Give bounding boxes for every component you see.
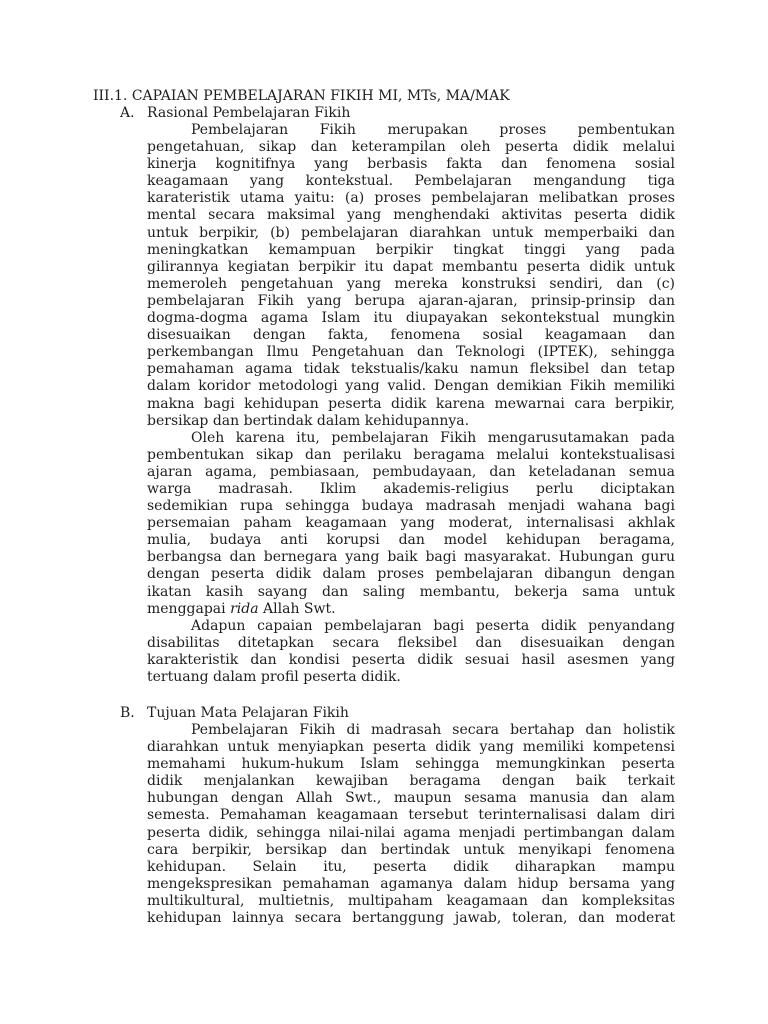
section-b-line: peserta didik, sehingga nilai-nilai agama menjadi pertimbangan dalam xyxy=(147,824,675,841)
section-a-line: pembelajaran Fikih yang berupa ajaran-ajaran, prinsip-prinsip dan xyxy=(147,292,675,309)
section-b-line: multikultural, multietnis, multipaham keagamaan dan kompleksitas xyxy=(147,892,675,909)
section-a-line: pemahaman agama tidak tekstualis/kaku namun fleksibel dan tetap xyxy=(147,361,675,378)
section-a-line: keagamaan yang kontekstual. Pembelajaran mengandung tiga xyxy=(147,173,675,190)
section-b-line: Pembelajaran Fikih di madrasah secara bertahap dan holistik xyxy=(191,722,675,738)
section-a-line: ajaran agama, pembiasaan, pembudayaan, dan keteladanan semua xyxy=(147,463,675,480)
section-a-heading xyxy=(120,105,350,122)
line-suffix: Allah Swt. xyxy=(263,600,336,617)
section-b-line: mengekspresikan pemahaman agamanya dalam hidup bersama yang xyxy=(147,875,675,892)
section-a-line: kinerja kognitifnya yang berbasis fakta dan fenomena sosial xyxy=(147,156,675,173)
italic-term: rida xyxy=(230,600,259,617)
section-b-line: kehidupan. Selain itu, peserta didik diharapkan mampu xyxy=(147,858,675,875)
section-a-line: disesuaikan dengan fakta, fenomena sosial keagamaan dan xyxy=(147,327,675,344)
section-b-line: hubungan dengan Allah Swt., maupun sesama manusia dan alam xyxy=(147,790,675,807)
section-b-line: cara berpikir, bersikap dan bertindak untuk menyikapi fenomena xyxy=(147,841,675,858)
section-a-line xyxy=(147,601,675,618)
section-a-line: warga madrasah. Iklim akademis-religius perlu diciptakan xyxy=(147,480,675,497)
section-a-line: karateristik utama yaitu: (a) proses pembelajaran melibatkan proses xyxy=(147,190,675,207)
section-a-line: bersikap dan bertindak dalam kehidupannya. xyxy=(147,412,470,429)
section-a-line: dalam koridor metodologi yang valid. Dengan demikian Fikih memiliki xyxy=(147,378,675,395)
section-a-line: makna bagi kehidupan peserta didik karena mewarnai cara berpikir, xyxy=(147,395,675,412)
section-b-line: kehidupan lainnya secara bertanggung jawab, toleran, dan moderat xyxy=(147,910,675,927)
section-a-line: dogma-dogma agama Islam itu diupayakan sekontekstual mungkin xyxy=(147,310,675,327)
section-b-body xyxy=(147,722,675,927)
section-a-line: disabilitas ditetapkan secara fleksibel dan disesuaikan dengan xyxy=(147,634,675,651)
section-a-line: pembentukan sikap dan perilaku beragama melalui kontekstualisasi xyxy=(147,446,675,463)
section-a-line: karakteristik dan kondisi peserta didik sesuai hasil asesmen yang xyxy=(147,651,675,668)
section-a-line: dengan peserta didik dalam proses pembelajaran dibangun dengan xyxy=(147,566,675,583)
section-a-line: berbangsa dan bernegara yang baik bagi masyarakat. Hubungan guru xyxy=(147,549,675,566)
section-b-heading xyxy=(120,705,349,722)
section-a-line: meningkatkan kemampuan berpikir tingkat tinggi yang pada xyxy=(147,241,675,258)
section-a-line: sedemikian rupa sehingga budaya madrasah menjadi wahana bagi xyxy=(147,498,675,515)
section-a-line: mulia, budaya anti korupsi dan model kehidupan beragama, xyxy=(147,532,675,549)
section-a-line: perkembangan Ilmu Pengetahuan dan Teknologi (IPTEK), sehingga xyxy=(147,344,675,361)
section-a-line: mental secara maksimal yang menghendaki aktivitas peserta didik xyxy=(147,207,675,224)
section-b-line: didik menjalankan kewajiban beragama dengan baik terkait xyxy=(147,773,675,790)
section-b-line: diarahkan untuk menyiapkan peserta didik yang memiliki kompetensi xyxy=(147,739,675,756)
line-prefix: menggapai xyxy=(147,600,226,617)
section-b-letter: B. xyxy=(120,705,135,721)
section-a-line: gilirannya kegiatan berpikir itu dapat membantu peserta didik untuk xyxy=(147,258,675,275)
section-a-line: pengetahuan, sikap dan keterampilan oleh peserta didik melalui xyxy=(147,139,675,156)
section-a-line: ikatan kasih sayang dan saling membantu, bekerja sama untuk xyxy=(147,583,675,600)
section-b-line: semesta. Pemahaman keagamaan tersebut terinternalisasi dalam diri xyxy=(147,807,675,824)
section-a-line: Adapun capaian pembelajaran bagi peserta didik penyandang xyxy=(191,617,675,634)
section-a-line: Oleh karena itu, pembelajaran Fikih mengarusutamakan pada xyxy=(191,429,675,446)
section-a-body xyxy=(147,122,675,686)
section-a-line: untuk berpikir, (b) pembelajaran diarahkan untuk memperbaiki dan xyxy=(147,224,675,241)
section-a-title: Rasional Pembelajaran Fikih xyxy=(147,105,351,121)
section-a-line: memeroleh pengetahuan yang mereka konstruksi sendiri, dan (c) xyxy=(147,275,675,292)
section-a-line: tertuang dalam profil peserta didik. xyxy=(147,669,401,685)
section-a-line: Pembelajaran Fikih merupakan proses pembentukan xyxy=(191,122,675,138)
section-a-letter: A. xyxy=(120,105,135,121)
chapter-heading: III.1. CAPAIAN PEMBELAJARAN FIKIH MI, MTs, MA/MAK xyxy=(93,88,510,104)
section-b-line: memahami hukum-hukum Islam sehingga memungkinkan peserta xyxy=(147,756,675,773)
section-b-title: Tujuan Mata Pelajaran Fikih xyxy=(147,705,349,721)
section-a-line: persemaian paham keagamaan yang moderat, internalisasi akhlak xyxy=(147,515,675,532)
